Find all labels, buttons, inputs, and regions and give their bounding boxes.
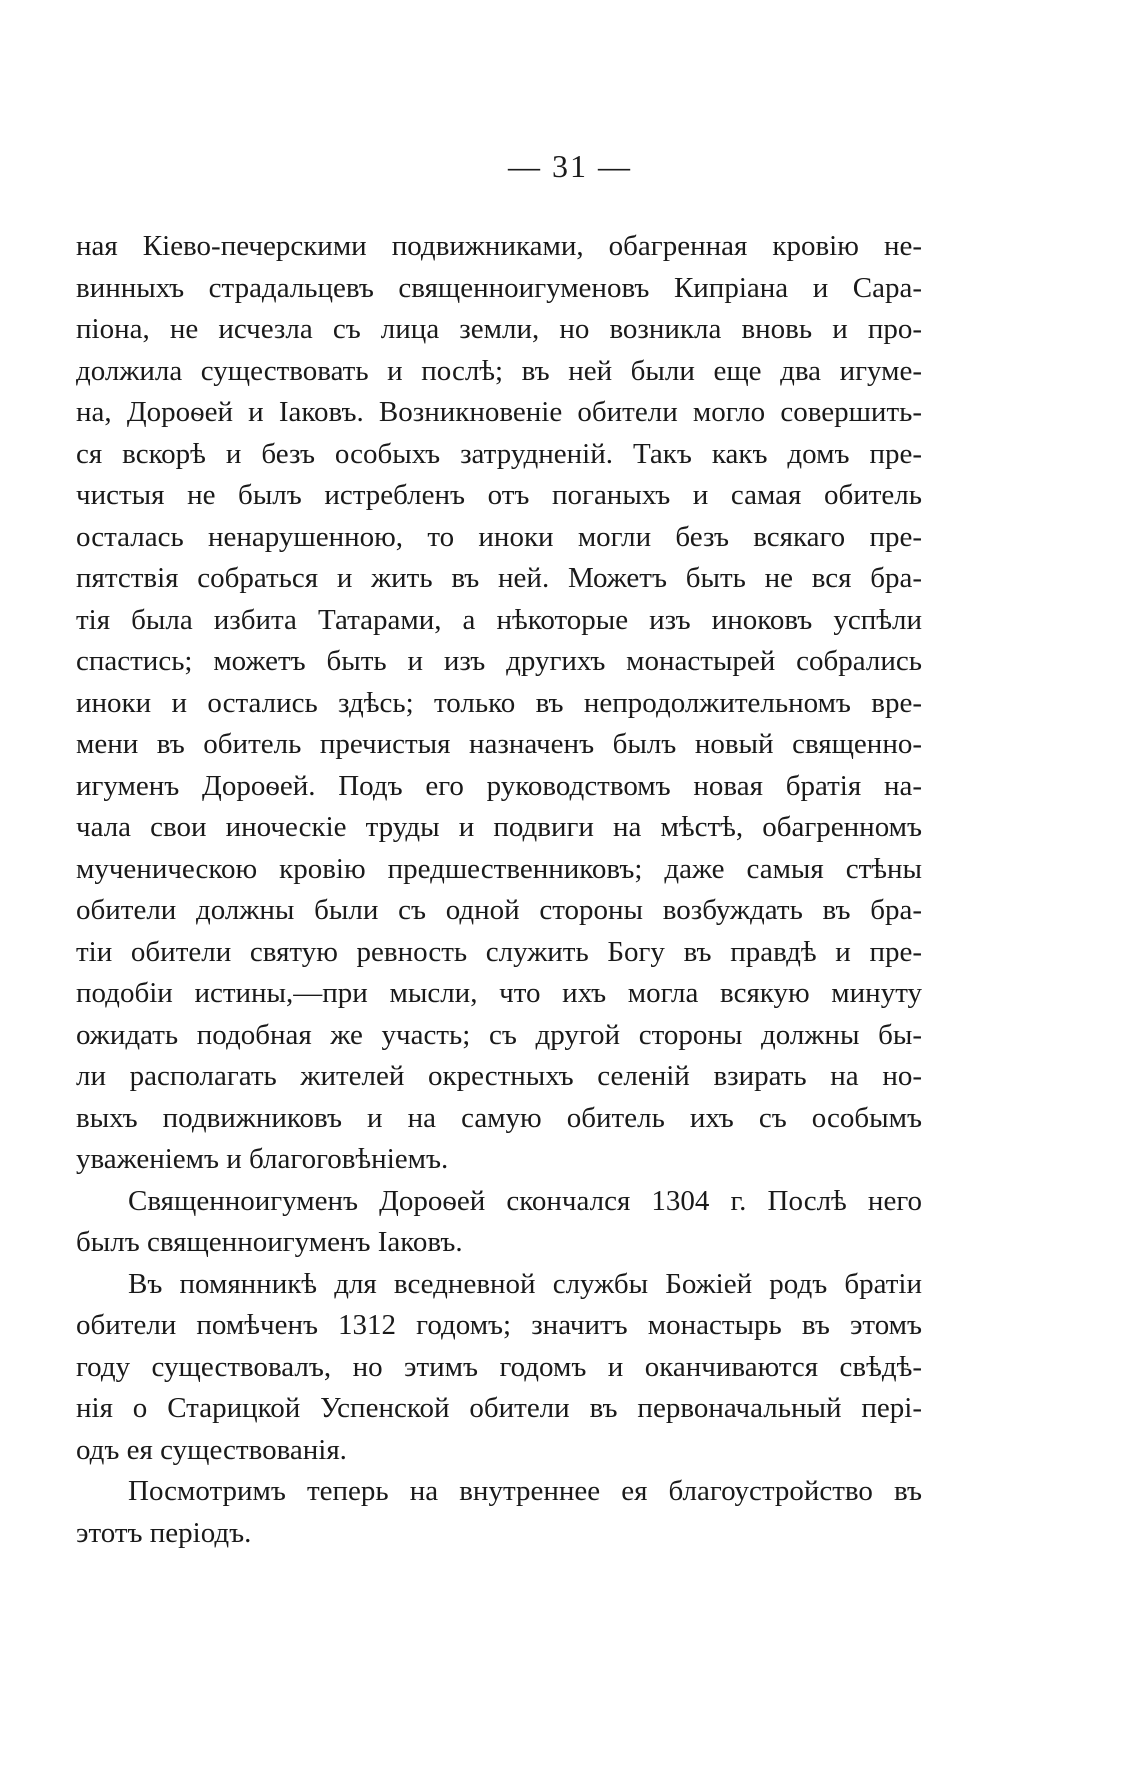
- text-line: спастись; можетъ быть и изъ другихъ монастырей собрались: [76, 645, 922, 677]
- text-line: мени въ обитель пречистыя назначенъ былъ новый священно-: [76, 728, 922, 760]
- text-line: мученическою кровію предшественниковъ; даже самыя стѣны: [76, 852, 922, 885]
- text-line: піона, не исчезла съ лица земли, но возникла вновь и про-: [76, 313, 922, 345]
- text-line: обители помѣченъ 1312 годомъ; значитъ монастырь въ этомъ: [76, 1309, 922, 1341]
- page-number: — 31 —: [508, 148, 632, 184]
- paragraph-1: [76, 226, 922, 1181]
- text-line: чистыя не былъ истребленъ отъ поганыхъ и самая обитель: [76, 479, 922, 511]
- text-line: былъ священноигуменъ Іаковъ.: [76, 1226, 463, 1258]
- text-line: одъ ея существованія.: [76, 1433, 347, 1466]
- paragraph-3: [76, 1264, 922, 1472]
- text-line: ли располагать жителей окрестныхъ селеній взирать на но-: [76, 1060, 922, 1092]
- text-line: Священноигуменъ Дороѳей скончался 1304 г. Послѣ него: [128, 1184, 922, 1217]
- text-line: обители должны были съ одной стороны возбуждать въ бра-: [76, 894, 922, 926]
- text-line: выхъ подвижниковъ и на самую обитель ихъ съ особымъ: [76, 1101, 922, 1134]
- text-line: Посмотримъ теперь на внутреннее ея благоустройство въ: [128, 1475, 922, 1507]
- text-line: Въ помянникѣ для вседневной службы Божіей родъ братіи: [128, 1267, 922, 1300]
- text-line: игуменъ Дороѳей. Подъ его руководствомъ новая братія на-: [76, 769, 922, 802]
- text-line: пятствія собраться и жить въ ней. Можетъ быть не вся бра-: [76, 562, 922, 594]
- text-line: этотъ періодъ.: [76, 1516, 252, 1549]
- text-line: нія о Старицкой Успенской обители въ первоначальный пері-: [76, 1392, 922, 1424]
- text-line: иноки и остались здѣсь; только въ непродолжительномъ вре-: [76, 686, 922, 719]
- text-line: ся вскорѣ и безъ особыхъ затрудненій. Такъ какъ домъ пре-: [76, 437, 922, 470]
- text-line: ожидать подобная же участь; съ другой стороны должны бы-: [76, 1018, 922, 1051]
- text-line: чала свои иноческіе труды и подвиги на мѣстѣ, обагренномъ: [76, 811, 922, 843]
- paragraph-2: [76, 1181, 922, 1264]
- text-line: должила существовать и послѣ; въ ней были еще два игуме-: [76, 354, 922, 387]
- text-line: ная Кіево-печерскими подвижниками, обагренная кровію не-: [76, 230, 922, 262]
- text-line: на, Дороѳей и Іаковъ. Возникновеніе обители могло совершить-: [76, 396, 922, 428]
- text-line: году существовалъ, но этимъ годомъ и оканчиваются свѣдѣ-: [76, 1350, 922, 1383]
- body-text: [76, 226, 922, 1554]
- paragraph-4: [76, 1471, 922, 1554]
- text-line: винныхъ страдальцевъ священноигуменовъ Кипріана и Сара-: [76, 271, 922, 304]
- text-line: тія была избита Татарами, а нѣкоторые изъ иноковъ успѣли: [76, 603, 922, 636]
- text-line: уваженіемъ и благоговѣніемъ.: [76, 1143, 449, 1175]
- text-line: подобіи истины,—при мысли, что ихъ могла всякую минуту: [76, 977, 922, 1009]
- text-line: тіи обители святую ревность служить Богу въ правдѣ и пре-: [76, 935, 922, 968]
- text-line: осталась ненарушенною, то иноки могли безъ всякаго пре-: [76, 520, 922, 553]
